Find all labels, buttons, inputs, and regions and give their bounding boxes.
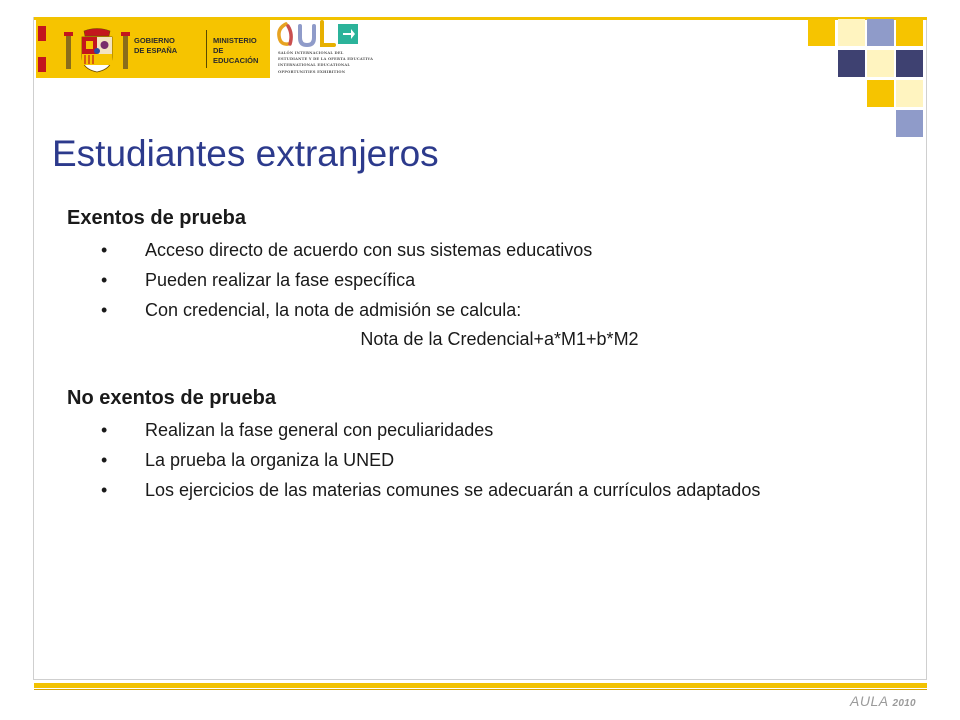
gobierno-text: GOBIERNO DE ESPAÑA	[134, 36, 178, 55]
logo-separator	[206, 30, 207, 68]
bullet-icon: •	[101, 480, 108, 500]
bullet-text: Acceso directo de acuerdo con sus sistemas educativos	[145, 240, 593, 260]
bullet-icon: •	[101, 420, 108, 440]
bullet-text: Con credencial, la nota de admisión se calcula:	[145, 300, 522, 320]
decor-square	[896, 80, 923, 107]
footer-brand	[850, 693, 916, 709]
list-item	[67, 420, 912, 441]
list-item	[67, 480, 912, 501]
spain-flag-icon	[38, 26, 46, 72]
gobierno-espana-logo	[36, 20, 270, 78]
decor-square	[808, 19, 835, 46]
bottom-accent-rule	[34, 683, 927, 688]
decor-square	[867, 50, 894, 77]
decor-square	[896, 19, 923, 46]
list-item	[67, 270, 912, 291]
section-heading: No exentos de prueba	[67, 387, 276, 409]
decor-square	[867, 80, 894, 107]
aula-wordmark	[276, 20, 376, 50]
decor-square	[867, 19, 894, 46]
list-item	[67, 450, 912, 471]
list-item	[67, 240, 912, 261]
slide-title: Estudiantes extranjeros	[52, 133, 439, 174]
bullet-text: Los ejercicios de las materias comunes se adecuarán a currículos adaptados	[145, 480, 761, 500]
footer-brand-text: AULA	[850, 693, 889, 709]
bullet-icon: •	[101, 450, 108, 470]
coat-of-arms-icon	[62, 27, 132, 73]
section-no-exentos	[67, 385, 912, 501]
aula-logo	[274, 20, 378, 78]
formula-text: Nota de la Credencial+a*M1+b*M2	[360, 329, 639, 349]
decor-square	[838, 50, 865, 77]
bullet-icon: •	[101, 300, 108, 320]
bullet-text: La prueba la organiza la UNED	[145, 450, 395, 470]
ministerio-text: MINISTERIO DE EDUCACIÓN	[213, 36, 259, 65]
bullet-text: Realizan la fase general con peculiaridades	[145, 420, 494, 440]
bullet-icon: •	[101, 240, 108, 260]
bullet-text: Pueden realizar la fase específica	[145, 270, 416, 290]
decor-square	[896, 110, 923, 137]
decor-square	[838, 19, 865, 46]
bullet-list	[67, 420, 912, 501]
footer-year: 2010	[892, 698, 916, 709]
decor-square	[896, 50, 923, 77]
bottom-accent-line	[34, 689, 927, 690]
aula-subtitle: SALÓN INTERNACIONAL DEL ESTUDIANTE Y DE LA OFERTA EDUCATIVA INTERNATIONAL EDUCATIONAL OPPORTUNITIES EXHIBITION	[278, 51, 374, 74]
slide-content	[67, 205, 912, 501]
section-exentos	[67, 205, 912, 350]
list-item	[67, 300, 912, 321]
bullet-list	[67, 240, 912, 321]
section-heading: Exentos de prueba	[67, 207, 246, 229]
bullet-icon: •	[101, 270, 108, 290]
